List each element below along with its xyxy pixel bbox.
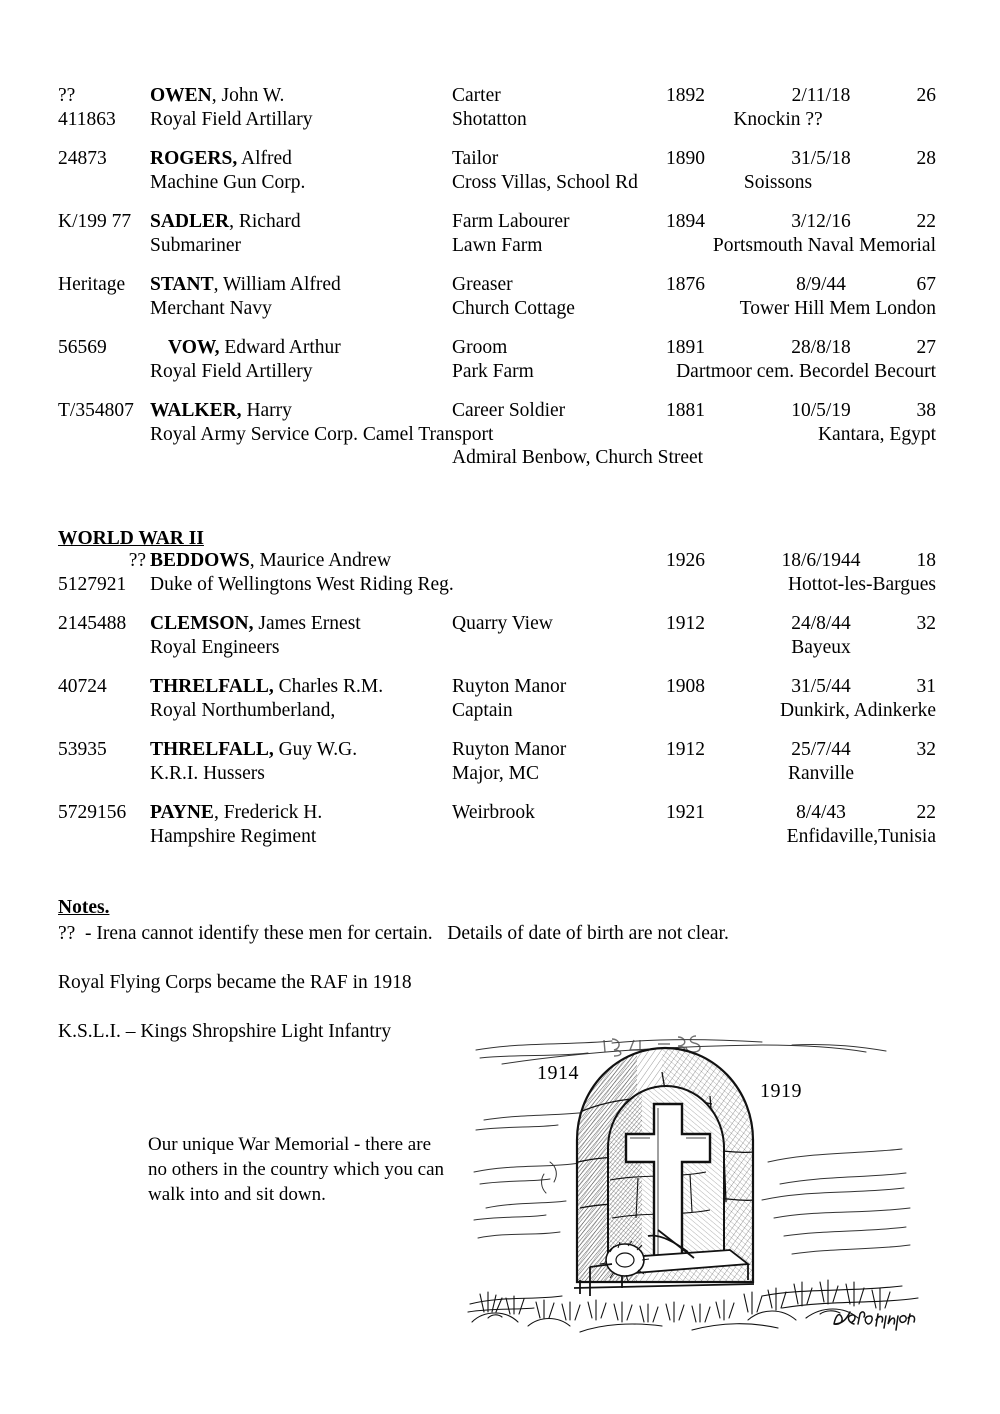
- age-at-death: 32: [916, 613, 936, 634]
- roll-entry: [0, 399, 1000, 470]
- roll-entry: [0, 84, 1000, 131]
- birth-year: 1894: [666, 211, 705, 232]
- address: Cross Villas, School Rd: [452, 171, 638, 193]
- age-at-death: 18: [916, 550, 936, 571]
- age-at-death: 27: [916, 337, 936, 358]
- burial-place: Dartmoor cem. Becordel Becourt: [676, 360, 936, 382]
- casualty-name: BEDDOWS, Maurice Andrew: [150, 550, 392, 571]
- unit: Merchant Navy: [150, 297, 272, 319]
- casualty-name: OWEN, John W.: [150, 85, 285, 106]
- note-ksli: K.S.L.I. – Kings Shropshire Light Infantry: [58, 1021, 392, 1042]
- death-date: 18/6/1944: [781, 550, 861, 571]
- address: Shotatton: [452, 108, 527, 130]
- unit: Submariner: [150, 234, 241, 256]
- note-rfc-raf: Royal Flying Corps became the RAF in 1918: [58, 972, 412, 993]
- unit: Royal Field Artillery: [150, 360, 313, 382]
- birth-year: 1926: [666, 550, 705, 571]
- service-number: T/354807: [58, 400, 134, 421]
- roll-entry: [0, 549, 1000, 596]
- artist-signature: [834, 1312, 915, 1330]
- age-at-death: 28: [916, 148, 936, 169]
- service-number: ??: [58, 85, 76, 106]
- casualty-name: SADLER, Richard: [150, 211, 301, 232]
- birth-year: 1876: [666, 274, 705, 295]
- memorial-date-label-left: 1914: [537, 1062, 579, 1084]
- address: Lawn Farm: [452, 234, 543, 256]
- burial-place: Tower Hill Mem London: [739, 297, 936, 319]
- address: Church Cottage: [452, 297, 575, 319]
- burial-place: Hottot-les-Bargues: [787, 573, 936, 595]
- death-date: 31/5/44: [791, 676, 851, 697]
- unit: Royal Engineers: [150, 636, 280, 658]
- spacer: [58, 946, 918, 971]
- ground-grass: [468, 1280, 918, 1332]
- caption-line-2: no others in the country which you can: [148, 1159, 445, 1180]
- burial-place: Portsmouth Naval Memorial: [712, 234, 936, 256]
- age-at-death: 22: [916, 211, 936, 232]
- birth-year: 1881: [666, 400, 705, 421]
- burial-place: Enfidaville,Tunisia: [786, 825, 936, 847]
- unit: Hampshire Regiment: [150, 825, 317, 847]
- war-memorial-illustration: [462, 1012, 940, 1352]
- unit: Duke of Wellingtons West Riding Reg.: [150, 573, 454, 595]
- age-at-death: 26: [916, 85, 936, 106]
- war-memorial-roll-ww2: [0, 549, 1000, 864]
- roll-entry: [0, 738, 1000, 785]
- death-date: 2/11/18: [791, 85, 851, 106]
- occupation: Quarry View: [452, 613, 553, 634]
- age-at-death: 38: [916, 400, 936, 421]
- birth-year: 1890: [666, 148, 705, 169]
- casualty-name: WALKER, Harry: [150, 400, 292, 421]
- address: Park Farm: [452, 360, 534, 382]
- roll-entry: [0, 147, 1000, 194]
- war-memorial-roll: [0, 84, 1000, 486]
- service-number: 56569: [58, 337, 107, 358]
- service-number: Heritage: [58, 274, 126, 295]
- death-date: 10/5/19: [791, 400, 851, 421]
- service-number: 40724: [58, 676, 107, 697]
- unit: Royal Field Artillary: [150, 108, 313, 130]
- service-number-secondary: 5127921: [58, 573, 127, 595]
- roll-entry: [0, 210, 1000, 257]
- roll-entry: [0, 336, 1000, 383]
- unit: Machine Gun Corp.: [150, 171, 306, 193]
- rank: Captain: [452, 699, 513, 721]
- service-number: 5729156: [58, 802, 127, 823]
- caption-line-1: Our unique War Memorial - there are: [148, 1134, 432, 1155]
- note-unidentified: ?? - Irena cannot identify these men for certain. Details of date of birth are not clear.: [58, 923, 729, 944]
- occupation: Weirbrook: [452, 802, 535, 823]
- occupation: Groom: [452, 337, 508, 358]
- caption-line-3: walk into and sit down.: [148, 1184, 326, 1205]
- death-date: 8/9/44: [796, 274, 846, 295]
- section-heading-world-war-ii: WORLD WAR II: [58, 528, 204, 549]
- birth-year: 1892: [666, 85, 705, 106]
- birth-year: 1908: [666, 676, 705, 697]
- service-number: 24873: [58, 148, 107, 169]
- occupation: Ruyton Manor: [452, 676, 567, 697]
- age-at-death: 32: [916, 739, 936, 760]
- roll-entry: [0, 612, 1000, 659]
- death-date: 25/7/44: [791, 739, 851, 760]
- unit: Royal Army Service Corp. Camel Transport: [150, 423, 494, 445]
- memorial-date-label-right: 1919: [760, 1080, 802, 1102]
- casualty-name: THRELFALL, Guy W.G.: [150, 739, 358, 760]
- death-date: 28/8/18: [791, 337, 851, 358]
- service-number: 2145488: [58, 613, 127, 634]
- roll-entry: [0, 675, 1000, 722]
- burial-place: Kantara, Egypt: [817, 423, 936, 445]
- age-at-death: 67: [916, 274, 936, 295]
- occupation: Carter: [452, 85, 501, 106]
- occupation: Career Soldier: [452, 400, 566, 421]
- unit: Royal Northumberland,: [150, 699, 336, 721]
- death-date: 24/8/44: [791, 613, 851, 634]
- burial-place: Knockin ??: [733, 108, 823, 130]
- birth-year: 1912: [666, 739, 705, 760]
- birth-year: 1912: [666, 613, 705, 634]
- service-number-secondary: 411863: [58, 108, 116, 130]
- address: Admiral Benbow, Church Street: [452, 447, 704, 468]
- occupation: Tailor: [452, 148, 499, 169]
- burial-place: Bayeux: [791, 636, 851, 658]
- unit: K.R.I. Hussers: [150, 762, 265, 784]
- casualty-name: THRELFALL, Charles R.M.: [150, 676, 384, 697]
- roll-entry: [0, 801, 1000, 848]
- memorial-caption: [148, 1132, 454, 1207]
- casualty-name: CLEMSON, James Ernest: [150, 613, 361, 634]
- service-number: ??: [128, 550, 146, 571]
- death-date: 31/5/18: [791, 148, 851, 169]
- burial-place: Ranville: [787, 762, 855, 784]
- service-number: K/199 77: [58, 211, 132, 232]
- casualty-name: PAYNE, Frederick H.: [150, 802, 323, 823]
- memorial-sketch-svg: [462, 1012, 940, 1352]
- roll-entry: [0, 273, 1000, 320]
- birth-year: 1921: [666, 802, 705, 823]
- age-at-death: 22: [916, 802, 936, 823]
- notes-heading: Notes.: [58, 897, 110, 918]
- death-date: 8/4/43: [796, 802, 846, 823]
- casualty-name: STANT, William Alfred: [150, 274, 341, 295]
- occupation: Farm Labourer: [452, 211, 570, 232]
- occupation: Greaser: [452, 274, 513, 295]
- burial-place: Soissons: [743, 171, 813, 193]
- birth-year: 1891: [666, 337, 705, 358]
- service-number: 53935: [58, 739, 107, 760]
- death-date: 3/12/16: [791, 211, 851, 232]
- casualty-name: ROGERS, Alfred: [150, 148, 292, 169]
- rank: Major, MC: [452, 762, 539, 784]
- burial-place: Dunkirk, Adinkerke: [780, 699, 936, 721]
- casualty-name: VOW, Edward Arthur: [168, 337, 341, 358]
- age-at-death: 31: [916, 676, 936, 697]
- occupation: Ruyton Manor: [452, 739, 567, 760]
